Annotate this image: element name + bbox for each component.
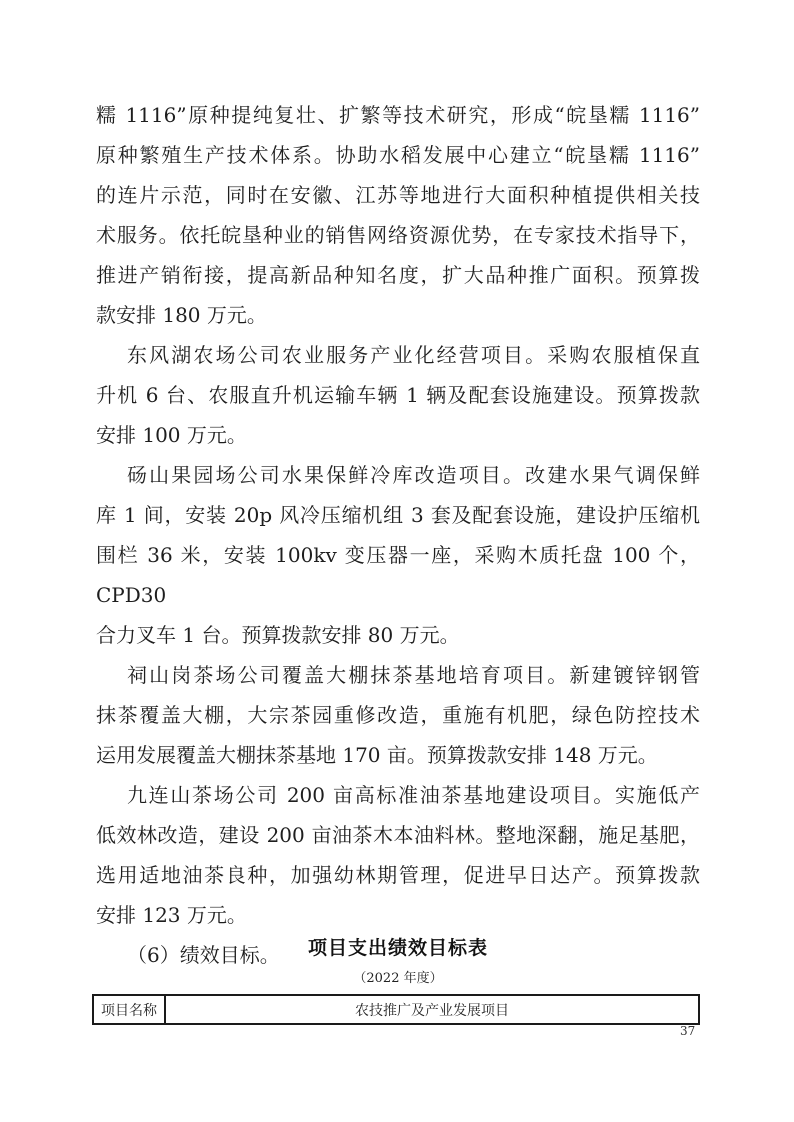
body-line: 选用适地油茶良种，加强幼林期管理，促进早日达产。预算拨款 — [96, 863, 700, 887]
body-line: 安排 123 万元。 — [96, 903, 247, 927]
performance-target-table — [92, 994, 700, 1025]
body-line: 糯 1116”原种提纯复壮、扩繁等技术研究，形成“皖垦糯 1116” — [96, 103, 700, 127]
table-row — [93, 995, 699, 1024]
performance-table-subtitle: （2022 年度） — [353, 971, 443, 986]
body-line: 款安排 180 万元。 — [96, 303, 267, 327]
page-number: 37 — [680, 1024, 696, 1038]
body-line: 推进产销衔接，提高新品种知名度，扩大品种推广面积。预算拨 — [96, 263, 700, 287]
document-body — [96, 95, 700, 975]
project-name-value-cell: 农技推广及产业发展项目 — [165, 995, 699, 1024]
body-line: 九连山茶场公司 200 亩高标准油茶基地建设项目。实施低产 — [127, 783, 700, 807]
body-line: 砀山果园场公司水果保鲜冷库改造项目。改建水果气调保鲜 — [127, 463, 700, 487]
body-line: 升机 6 台、农服直升机运输车辆 1 辆及配套设施建设。预算拨款 — [96, 383, 700, 407]
body-line: （6）绩效目标。 — [127, 943, 280, 967]
body-line: 抹茶覆盖大棚，大宗茶园重修改造，重施有机肥，绿色防控技术 — [96, 703, 700, 727]
body-line: 祠山岗茶场公司覆盖大棚抹茶基地培育项目。新建镀锌钢管 — [127, 663, 700, 687]
body-line: 低效林改造，建设 200 亩油茶木本油料林。整地深翻，施足基肥， — [96, 823, 700, 847]
body-line: 合力叉车 1 台。预算拨款安排 80 万元。 — [96, 623, 460, 647]
body-line: 安排 100 万元。 — [96, 423, 247, 447]
body-line: 东风湖农场公司农业服务产业化经营项目。采购农服植保直 — [127, 343, 700, 367]
body-line: 原种繁殖生产技术体系。协助水稻发展中心建立“皖垦糯 1116” — [96, 143, 700, 167]
body-line: 库 1 间，安装 20p 风冷压缩机组 3 套及配套设施，建设护压缩机 — [96, 503, 700, 527]
performance-table-title: 项目支出绩效目标表 — [307, 937, 488, 959]
body-line: 的连片示范，同时在安徽、江苏等地进行大面积种植提供相关技 — [96, 183, 700, 207]
body-line: 运用发展覆盖大棚抹茶基地 170 亩。预算拨款安排 148 万元。 — [96, 743, 658, 767]
body-line: 围栏 36 米，安装 100kv 变压器一座，采购木质托盘 100 个，CPD30 — [96, 543, 700, 607]
body-line: 术服务。依托皖垦种业的销售网络资源优势，在专家技术指导下， — [96, 223, 700, 247]
project-name-label-cell: 项目名称 — [93, 995, 165, 1024]
